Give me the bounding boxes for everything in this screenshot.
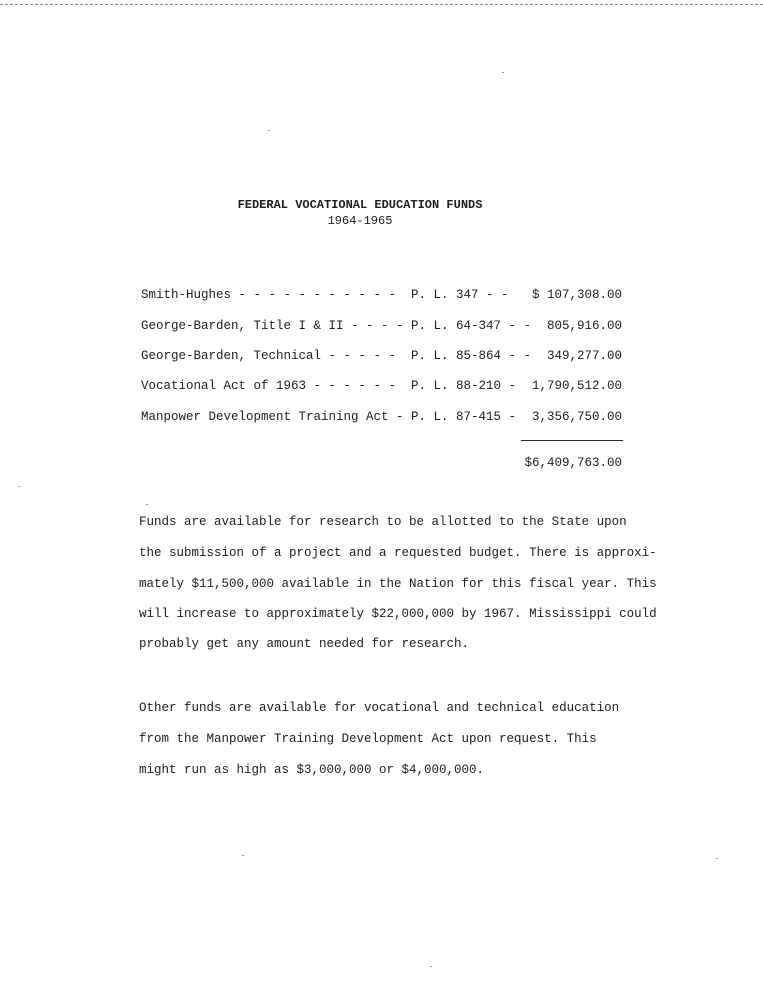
fund-law: P. L. 347 - - <box>411 288 509 302</box>
scan-speck <box>268 130 270 131</box>
fund-name: Manpower Development Training Act - <box>141 410 404 424</box>
fund-name: George-Barden, Technical - - - - - <box>141 349 397 363</box>
fund-name: Vocational Act of 1963 - - - - - - <box>141 379 397 393</box>
document-years: 1964-1965 <box>327 214 393 228</box>
fund-law: P. L. 87-415 - <box>411 410 517 424</box>
paragraph-line: might run as high as $3,000,000 or $4,000,000. <box>139 763 485 777</box>
fund-row <box>141 410 631 426</box>
fund-amount: 805,916.00 <box>546 319 622 333</box>
top-edge-rule <box>0 4 763 5</box>
paragraph-line: mately $11,500,000 available in the Nation for this fiscal year. This <box>139 577 657 591</box>
paragraph-line: Funds are available for research to be allotted to the State upon <box>139 515 627 529</box>
fund-law: P. L. 85-864 - - <box>411 349 532 363</box>
paragraph-line: Other funds are available for vocational and technical education <box>139 701 620 715</box>
fund-law: P. L. 64-347 - - <box>411 319 532 333</box>
fund-amount: 3,356,750.00 <box>531 410 622 424</box>
scan-speck <box>430 966 432 967</box>
fund-row <box>141 349 631 365</box>
fund-name: George-Barden, Title I & II - - - - <box>141 319 404 333</box>
paragraph-line: probably get any amount needed for research. <box>139 637 470 651</box>
scan-speck <box>242 855 244 856</box>
fund-row <box>141 288 631 304</box>
document-title: FEDERAL VOCATIONAL EDUCATION FUNDS <box>237 198 483 212</box>
paragraph-line: will increase to approximately $22,000,000 by 1967. Mississippi could <box>139 607 657 621</box>
fund-amount: 349,277.00 <box>546 349 622 363</box>
scan-speck <box>18 486 20 487</box>
fund-name: Smith-Hughes - - - - - - - - - - - <box>141 288 397 302</box>
scan-speck <box>716 858 718 859</box>
fund-row <box>141 379 631 395</box>
fund-amount: 1,790,512.00 <box>531 379 622 393</box>
fund-row <box>141 319 631 335</box>
total-rule <box>521 440 623 441</box>
fund-law: P. L. 88-210 - <box>411 379 517 393</box>
scan-speck <box>146 504 148 505</box>
fund-amount: $ 107,308.00 <box>531 288 622 302</box>
paragraph-line: the submission of a project and a requested budget. There is approxi- <box>139 546 657 560</box>
scan-speck <box>502 72 504 73</box>
funds-total: $6,409,763.00 <box>524 456 622 470</box>
paragraph-line: from the Manpower Training Development Act upon request. This <box>139 732 597 746</box>
